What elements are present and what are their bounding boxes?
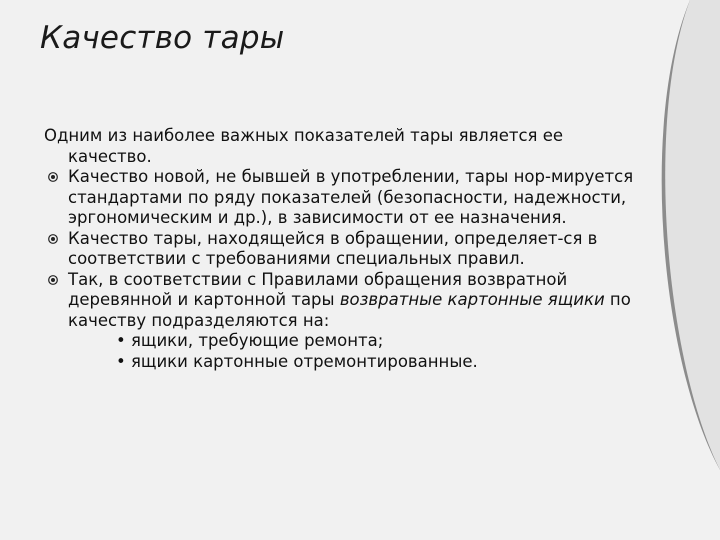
circle-bullet-icon [48,234,58,244]
page-title: Качество тары [40,20,285,56]
circle-bullet-icon [48,275,58,285]
sub-list-item-1: • ящики, требующие ремонта; [116,331,384,350]
circle-bullet-icon [48,172,58,182]
slide-body [44,126,644,372]
bullet-item-3 [44,270,644,332]
intro-paragraph: Одним из наиболее важных показателей тары является ее качество. [44,126,564,166]
sub-list-item-2: • ящики картонные отремонтированные. [116,351,478,371]
bullet-text: Качество новой, не бывшей в употреблении, тары нор-мируется стандартами по ряду показателей (безопасности, надежности, эргономическим и др.), в зависимости от ее назначения. [68,167,634,227]
bullet-item-1 [44,167,644,229]
bullet-text: по качеству подразделяются на: [68,290,631,330]
bullet-italic-text: возвратные картонные ящики [339,290,605,309]
bullet-text: Так, в соответствии с Правилами обращения возвратной деревянной и картонной тары [68,269,568,309]
bullet-item-2 [44,229,644,270]
bullet-text: Качество тары, находящейся в обращении, определяет-ся в соответствии с требованиями специальных правил. [68,228,598,268]
